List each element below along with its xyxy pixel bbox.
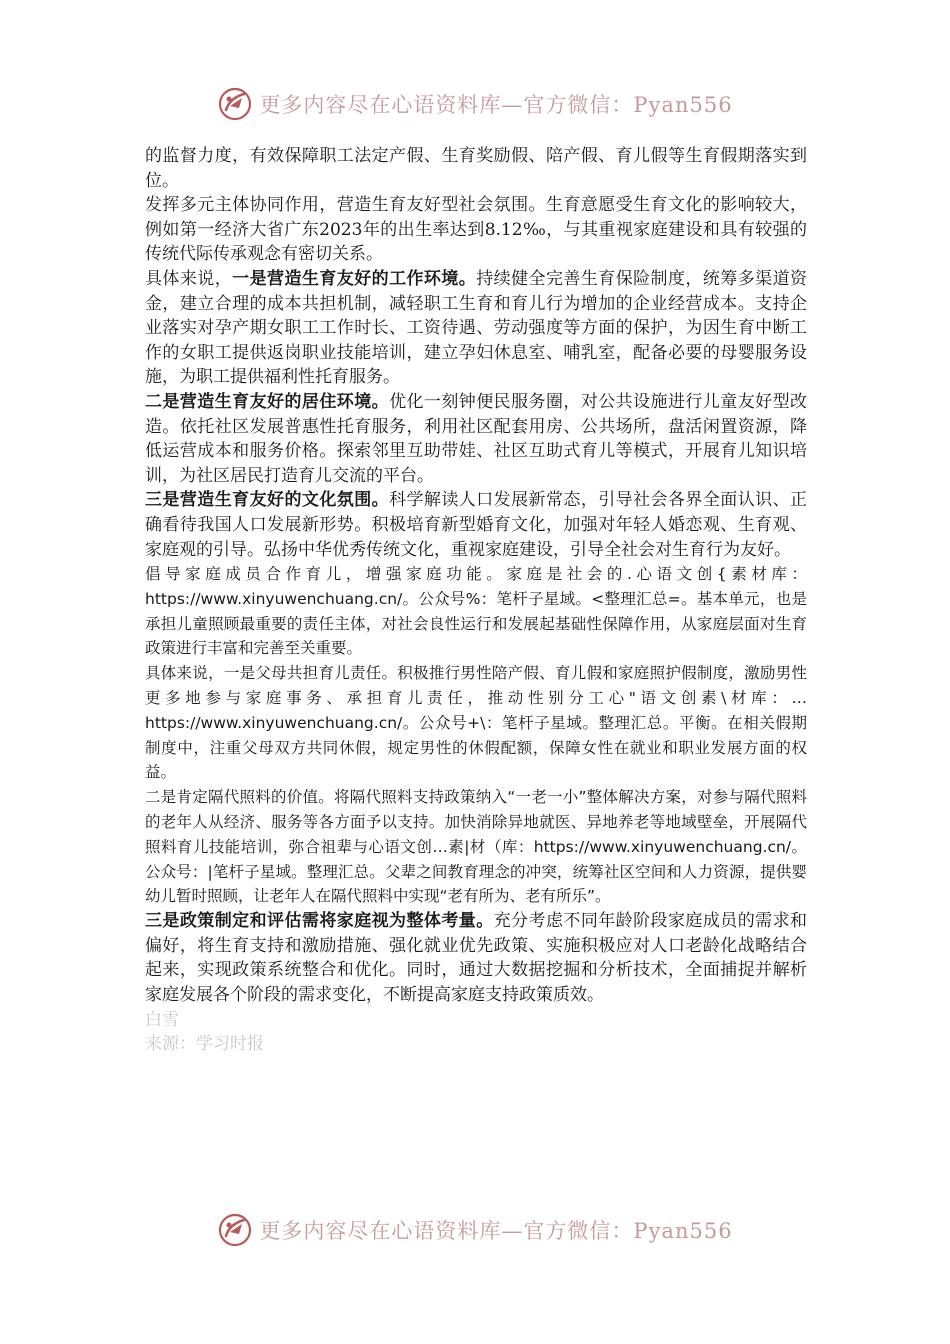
- author: 白雪: [145, 1009, 179, 1030]
- paragraph-text: 二是肯定隔代照料的价值。将隔代照料支持政策纳入“一老一小”整体解决方案，对参与隔代照料的老年人从经济、服务等各方面予以支持。加快消除异地就医、异地养老等地域壁垒，开展隔代照料育儿技能培训，弥合祖辈与心语文创…素|材（库：https://www.xinyuwenchuang.cn/。公众号：|笔杆子星域。整理汇总。父辈之间教育理念的冲突，统筹社区空间和人力资源，提供婴幼儿暂时照顾，让老年人在隔代照料中实现“老有所为、老有所乐”。: [145, 788, 807, 906]
- paragraph-3: [145, 267, 807, 390]
- paragraph-text: 持续健全完善生育保险制度，统筹多渠道资金，建立合理的成本共担机制，减轻职工生育和育儿行为增加的企业经营成本。支持企业落实对孕产期女职工工作时长、工资待遇、劳动强度等方面的保护，为因生育中断工作的女职工提供返岗职业技能培训，建立孕妇休息室、哺乳室，配备必要的母婴服务设施，为职工提供福利性托育服务。: [145, 268, 808, 388]
- paragraph-lead-bold: 一是营造生育友好的工作环境。: [232, 268, 477, 289]
- paragraph-text: 科学解读人口发展新常态，引导社会各界全面认识、正确看待我国人口发展新形势。积极培育新型婚育文化，加强对年轻人婚恋观、生育观、家庭观的引导。弘扬中华优秀传统文化，重视家庭建设，引导全社会对生育行为友好。: [145, 490, 808, 560]
- paragraph-text: 充分考虑不同年龄阶段家庭成员的需求和偏好，将生育支持和激励措施、强化就业优先政策、实施积极应对人口老龄化战略结合起来，实现政策系统整合和优化。同时，通过大数据挖掘和分析技术，全面捕捉并解析家庭发展各个阶段的需求变化，不断提高家庭支持政策质效。: [145, 911, 808, 1006]
- logo-icon: [217, 1212, 253, 1248]
- footer-banner: [0, 1210, 950, 1250]
- banner-text: 更多内容尽在心语资料库—官方微信：Pyan556: [259, 1219, 733, 1243]
- source: 来源：学习时报: [145, 1034, 264, 1055]
- paragraph-1: [145, 144, 807, 193]
- paragraph-9: [145, 909, 807, 1007]
- paragraph-lead-bold: 三是政策制定和评估需将家庭视为整体考量。: [145, 911, 494, 932]
- paragraph-4: [145, 390, 807, 488]
- paragraph-5: [145, 488, 807, 562]
- paragraph-text: 优化一刻钟便民服务圈，对公共设施进行儿童友好型改造。依托社区发展普惠性托育服务，利用社区配套用房、公共场所，盘活闲置资源，降低运营成本和服务价格。探索邻里互助带娃、社区互助式育儿等模式，开展育儿知识培训，为社区居民打造育儿交流的平台。: [145, 391, 808, 486]
- paragraph-6: [145, 562, 807, 661]
- paragraph-text: 倡导家庭成员合作育儿，增强家庭功能。家庭是社会的.心语文创{素材库：https://www.xinyuwenchuang.cn/。公众号%：笔杆子星域。<整理汇总=。基本单元，也是承担儿童照顾最重要的责任主体，对社会良性运行和发展起基础性保障作用，从家庭层面对生育政策进行丰富和完善至关重要。: [145, 565, 807, 658]
- banner-text: 更多内容尽在心语资料库—官方微信：Pyan556: [259, 93, 733, 117]
- paragraph-8: [145, 785, 807, 909]
- paragraph-2: [145, 193, 807, 267]
- paragraph-lead: 具体来说，: [145, 268, 233, 289]
- paragraph-lead-bold: 三是营造生育友好的文化氛围。: [145, 490, 390, 511]
- paragraph-lead-bold: 二是营造生育友好的居住环境。: [145, 391, 390, 412]
- paragraph-text: 发挥多元主体协同作用，营造生育友好型社会氛围。生育意愿受生育文化的影响较大，例如第一经济大省广东2023年的出生率达到8.12‰，与其重视家庭建设和具有较强的传统代际传承观念有密切关系。: [145, 195, 807, 265]
- article-body: [145, 144, 807, 1057]
- paragraph-7: [145, 661, 807, 785]
- paragraph-text: 的监督力度，有效保障职工法定产假、生育奖励假、陪产假、育儿假等生育假期落实到位。: [145, 146, 807, 191]
- paragraph-text: 具体来说，一是父母共担育儿责任。积极推行男性陪产假、育儿假和家庭照护假制度，激励男性更多地参与家庭事务、承担育儿责任，推动性别分工心"语文创素\材库：…https://www.xinyuwenchuang.cn/。公众号+\：笔杆子星域。整理汇总。平衡。在相关假期制度中，注重父母双方共同休假，规定男性的休假配额，保障女性在就业和职业发展方面的权益。: [145, 664, 807, 782]
- header-banner: [0, 84, 950, 124]
- logo-icon: [217, 86, 253, 122]
